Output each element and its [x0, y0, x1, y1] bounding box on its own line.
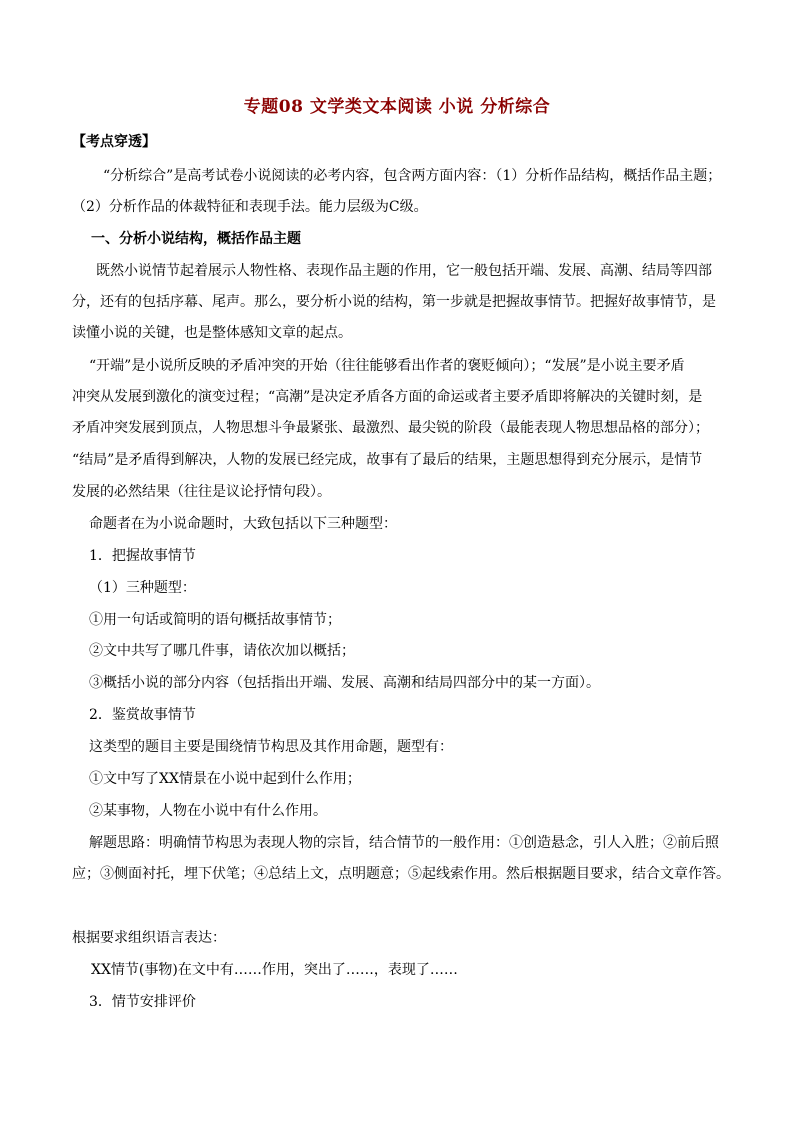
list-item: 命题者在为小说命题时，大致包括以下三种题型：	[89, 516, 397, 532]
page-title: 专题08 文学类文本阅读 小说 分析综合	[243, 97, 551, 117]
list-item: 这类型的题目主要是围绕情节构思及其作用命题，题型有：	[89, 739, 453, 755]
template-line: XX情节(事物)在文中有……作用，突出了……，表现了……	[91, 962, 458, 978]
list-item: ②文中共写了哪几件事，请依次加以概括；	[89, 643, 355, 659]
paragraph-line: “开端”是小说所反映的矛盾冲突的开始（往往能够看出作者的褒贬倾向）；“发展”是小说主要矛盾	[89, 358, 685, 374]
list-item: 2．鉴赏故事情节	[89, 707, 196, 723]
section-heading: 一、分析小说结构，概括作品主题	[91, 231, 301, 247]
paragraph-line: “结局”是矛盾得到解决，人物的发展已经完成，故事有了最后的结果，主题思想得到充分展示，是情节	[72, 452, 703, 468]
paragraph-line: 读懂小说的关键，也是整体感知文章的起点。	[72, 325, 352, 341]
paragraph-line: 矛盾冲突发展到顶点，人物思想斗争最紧张、最激烈、最尖锐的阶段（最能表现人物思想品格的部分）；	[72, 420, 709, 436]
paragraph-line: 分，还有的包括序幕、尾声。那么，要分析小说的结构，第一步就是把握故事情节。把握好故事情节，是	[72, 294, 716, 310]
list-item: ①文中写了XX情景在小说中起到什么作用；	[89, 771, 361, 787]
paragraph-line: 发展的必然结果（往往是议论抒情句段）。	[72, 484, 331, 500]
list-item: 3．情节安排评价	[89, 994, 196, 1010]
intro-line: “分析综合”是高考试卷小说阅读的必考内容，包含两方面内容：（1）分析作品结构，概括作品主题；	[103, 168, 722, 184]
paragraph-line: 冲突从发展到激化的演变过程；“高潮”是决定矛盾各方面的命运或者主要矛盾即将解决的关键时刻，是	[72, 389, 703, 405]
solution-line: 解题思路：明确情节构思为表现人物的宗旨，结合情节的一般作用：①创造悬念，引人入胜；②前后照	[89, 835, 719, 851]
list-item: ①用一句话或简明的语句概括故事情节；	[89, 612, 341, 628]
list-item: ③概括小说的部分内容（包括指出开端、发展、高潮和结局四部分中的某一方面）。	[89, 675, 600, 691]
section-tag: 【考点穿透】	[72, 134, 156, 150]
list-item: ②某事物，人物在小说中有什么作用。	[89, 803, 327, 819]
solution-line: 应；③侧面衬托，埋下伏笔；④总结上文，点明题意；⑤起线索作用。然后根据题目要求，结合文章作答。	[72, 866, 730, 882]
organize-line: 根据要求组织语言表达：	[72, 930, 226, 946]
intro-line: （2）分析作品的体裁特征和表现手法。能力层级为C级。	[72, 199, 428, 215]
list-item: 1．把握故事情节	[89, 548, 196, 564]
paragraph-line: 既然小说情节起着展示人物性格、表现作品主题的作用，它一般包括开端、发展、高潮、结局等四部	[96, 263, 712, 279]
list-item: （1）三种题型：	[89, 580, 196, 596]
